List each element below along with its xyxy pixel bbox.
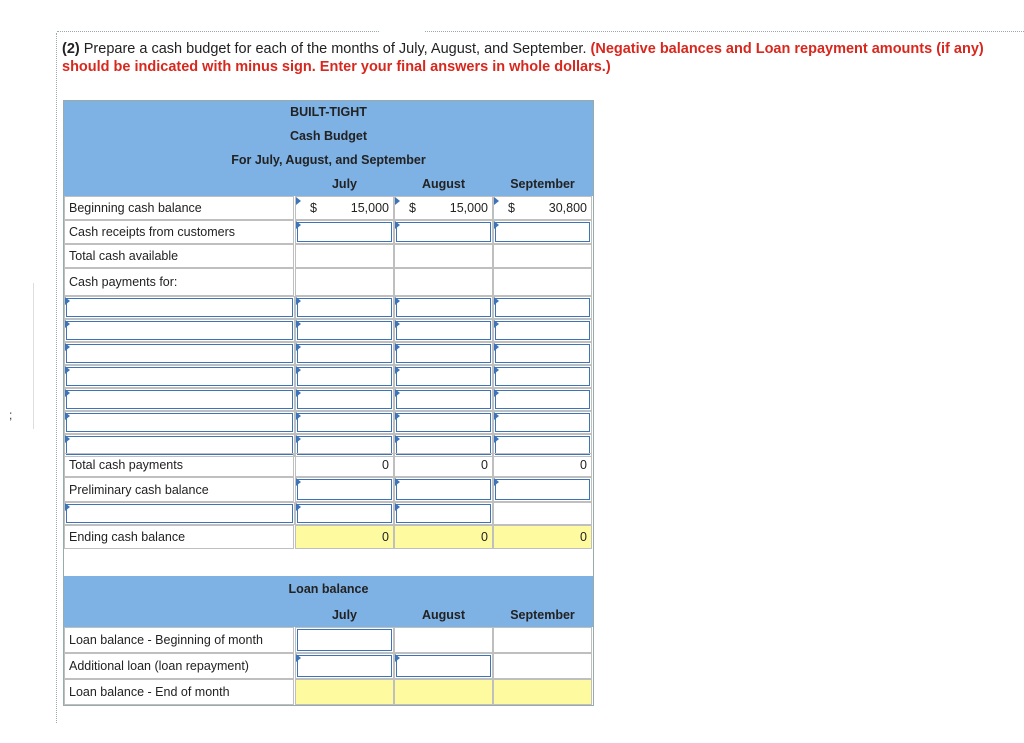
september-beginning-value: 30,800 <box>548 201 587 215</box>
july-total-payments-value: 0 <box>382 458 389 472</box>
label-preliminary: Preliminary cash balance <box>64 477 294 502</box>
input-marker-icon <box>296 503 301 511</box>
input-marker-icon <box>65 366 70 374</box>
budget-title: Cash Budget <box>289 129 368 143</box>
left-border <box>56 33 57 723</box>
september-payment-input[interactable] <box>493 365 592 388</box>
september-payment-input[interactable] <box>493 388 592 411</box>
july-preliminary-input[interactable] <box>295 477 394 502</box>
instruction-body: Prepare a cash budget for each of the months of July, August, and September. <box>79 41 591 57</box>
input-marker-icon <box>494 197 499 205</box>
july-payments-header-cell <box>295 268 394 296</box>
row-loan-beginning <box>63 627 594 653</box>
input-marker-icon <box>494 297 499 305</box>
july-ending-cash <box>295 525 394 549</box>
september-loan-beginning-cell <box>493 627 592 653</box>
instruction-text <box>62 40 1012 76</box>
payment-row <box>63 319 594 342</box>
loan-month-september: September <box>510 608 575 622</box>
input-marker-icon <box>296 389 301 397</box>
september-payment-input[interactable] <box>493 411 592 434</box>
label-total-payments: Total cash payments <box>64 453 294 477</box>
august-payment-input[interactable] <box>394 342 493 365</box>
input-marker-icon <box>296 654 301 662</box>
header-period-row <box>63 148 594 172</box>
label-ending-cash: Ending cash balance <box>64 525 294 549</box>
budget-period: For July, August, and September <box>231 153 426 167</box>
payment-row <box>63 296 594 319</box>
input-marker-icon <box>65 435 70 443</box>
august-payment-input[interactable] <box>394 296 493 319</box>
september-total-payments <box>493 453 592 477</box>
row-loan-additional <box>63 653 594 679</box>
september-payment-input[interactable] <box>493 296 592 319</box>
september-beginning-input[interactable] <box>493 196 592 220</box>
july-loan-additional-input[interactable] <box>295 653 394 679</box>
label-cash-receipts: Cash receipts from customers <box>64 220 294 244</box>
input-marker-icon <box>296 435 301 443</box>
august-payment-input[interactable] <box>394 319 493 342</box>
row-beginning-cash <box>63 196 594 220</box>
august-loan-beginning-cell <box>394 627 493 653</box>
input-marker-icon <box>395 478 400 486</box>
august-ending-value: 0 <box>481 530 488 544</box>
july-total-payments <box>295 453 394 477</box>
september-adjustment-cell <box>493 502 592 525</box>
july-ending-value: 0 <box>382 530 389 544</box>
july-adjustment-input[interactable] <box>295 502 394 525</box>
input-marker-icon <box>395 389 400 397</box>
september-receipts-input[interactable] <box>493 220 592 244</box>
input-marker-icon <box>494 412 499 420</box>
input-marker-icon <box>494 343 499 351</box>
instruction-number: (2) <box>62 41 80 57</box>
loan-title: Loan balance <box>288 582 369 596</box>
row-loan-ending <box>63 679 594 705</box>
loan-header-row <box>63 576 594 603</box>
july-payment-input[interactable] <box>295 319 394 342</box>
input-marker-icon <box>296 412 301 420</box>
row-payments-for <box>63 268 594 296</box>
july-payment-input[interactable] <box>295 411 394 434</box>
company-name: BUILT-TIGHT <box>290 105 367 119</box>
header-title-row <box>63 124 594 148</box>
row-total-available <box>63 244 594 268</box>
september-total-payments-value: 0 <box>580 458 587 472</box>
input-marker-icon <box>296 366 301 374</box>
side-divider <box>33 283 34 429</box>
input-marker-icon <box>395 197 400 205</box>
payment-label-input[interactable] <box>64 388 295 411</box>
september-ending-cash <box>493 525 592 549</box>
top-border-right <box>425 31 1024 32</box>
input-marker-icon <box>296 478 301 486</box>
july-receipts-input[interactable] <box>295 220 394 244</box>
input-marker-icon <box>296 221 301 229</box>
september-preliminary-input[interactable] <box>493 477 592 502</box>
payment-row <box>63 342 594 365</box>
input-marker-icon <box>395 297 400 305</box>
input-marker-icon <box>296 197 301 205</box>
label-total-available: Total cash available <box>64 244 294 268</box>
input-marker-icon <box>395 503 400 511</box>
input-marker-icon <box>395 412 400 420</box>
input-marker-icon <box>296 320 301 328</box>
payment-label-input[interactable] <box>64 365 295 388</box>
august-ending-cash <box>394 525 493 549</box>
august-payment-input[interactable] <box>394 365 493 388</box>
side-marker: ; <box>9 408 13 422</box>
label-beginning-cash: Beginning cash balance <box>64 196 294 220</box>
september-available-cell <box>493 244 592 268</box>
payment-row <box>63 365 594 388</box>
august-beginning-value: 15,000 <box>449 201 488 215</box>
payment-label-input[interactable] <box>64 342 295 365</box>
august-beginning-input[interactable] <box>394 196 493 220</box>
payment-label-input[interactable] <box>64 296 295 319</box>
august-receipts-input[interactable] <box>394 220 493 244</box>
september-payments-header-cell <box>493 268 592 296</box>
input-marker-icon <box>494 366 499 374</box>
input-marker-icon <box>395 654 400 662</box>
input-marker-icon <box>65 343 70 351</box>
september-loan-ending <box>493 679 592 705</box>
august-total-payments <box>394 453 493 477</box>
row-preliminary <box>63 477 594 502</box>
payment-row <box>63 388 594 411</box>
instruction-emphasis: (Negative balances and Loan repayment amounts (if any) should be indicated with minus sign. Enter your final answers in whole dollars.) <box>62 41 984 75</box>
august-payments-header-cell <box>394 268 493 296</box>
input-marker-icon <box>65 412 70 420</box>
august-total-payments-value: 0 <box>481 458 488 472</box>
loan-month-august: August <box>421 608 466 622</box>
label-payments-for: Cash payments for: <box>64 268 294 296</box>
august-loan-ending <box>394 679 493 705</box>
input-marker-icon <box>494 478 499 486</box>
july-available-cell <box>295 244 394 268</box>
payment-row <box>63 411 594 434</box>
input-marker-icon <box>65 503 70 511</box>
label-loan-ending: Loan balance - End of month <box>64 679 294 705</box>
month-july: July <box>331 177 357 191</box>
label-loan-additional: Additional loan (loan repayment) <box>64 653 294 679</box>
adjustment-label-input[interactable] <box>64 502 295 525</box>
input-marker-icon <box>65 297 70 305</box>
september-payment-input[interactable] <box>493 319 592 342</box>
input-marker-icon <box>395 320 400 328</box>
august-loan-additional-input[interactable] <box>394 653 493 679</box>
input-marker-icon <box>494 221 499 229</box>
currency-symbol: $ <box>409 201 416 215</box>
table-spacer <box>63 549 594 576</box>
july-beginning-value: 15,000 <box>350 201 389 215</box>
input-marker-icon <box>494 320 499 328</box>
july-payment-input[interactable] <box>295 342 394 365</box>
row-cash-receipts <box>63 220 594 244</box>
header-company-row <box>63 100 594 124</box>
input-marker-icon <box>296 297 301 305</box>
row-total-payments <box>63 453 594 477</box>
input-marker-icon <box>395 435 400 443</box>
input-marker-icon <box>395 366 400 374</box>
july-payment-input[interactable] <box>295 296 394 319</box>
header-months-row <box>63 172 594 196</box>
top-border <box>57 31 379 32</box>
input-marker-icon <box>494 435 499 443</box>
currency-symbol: $ <box>310 201 317 215</box>
july-payment-input[interactable] <box>295 365 394 388</box>
label-loan-beginning: Loan balance - Beginning of month <box>64 627 294 653</box>
input-marker-icon <box>494 389 499 397</box>
input-marker-icon <box>65 320 70 328</box>
august-preliminary-input[interactable] <box>394 477 493 502</box>
month-august: August <box>421 177 466 191</box>
payment-label-input[interactable] <box>64 411 295 434</box>
july-loan-beginning-input[interactable] <box>295 627 394 653</box>
august-payment-input[interactable] <box>394 411 493 434</box>
july-beginning-input[interactable] <box>295 196 394 220</box>
loan-month-july: July <box>331 608 357 622</box>
input-marker-icon <box>395 343 400 351</box>
currency-symbol: $ <box>508 201 515 215</box>
july-loan-ending <box>295 679 394 705</box>
payment-label-input[interactable] <box>64 319 295 342</box>
input-marker-icon <box>65 389 70 397</box>
row-ending-cash <box>63 525 594 549</box>
month-september: September <box>510 177 575 191</box>
september-ending-value: 0 <box>580 530 587 544</box>
row-adjustment <box>63 502 594 525</box>
loan-months-row <box>63 603 594 627</box>
input-marker-icon <box>296 343 301 351</box>
july-payment-input[interactable] <box>295 388 394 411</box>
input-marker-icon <box>395 221 400 229</box>
august-available-cell <box>394 244 493 268</box>
august-adjustment-input[interactable] <box>394 502 493 525</box>
august-payment-input[interactable] <box>394 388 493 411</box>
september-loan-additional-cell <box>493 653 592 679</box>
september-payment-input[interactable] <box>493 342 592 365</box>
